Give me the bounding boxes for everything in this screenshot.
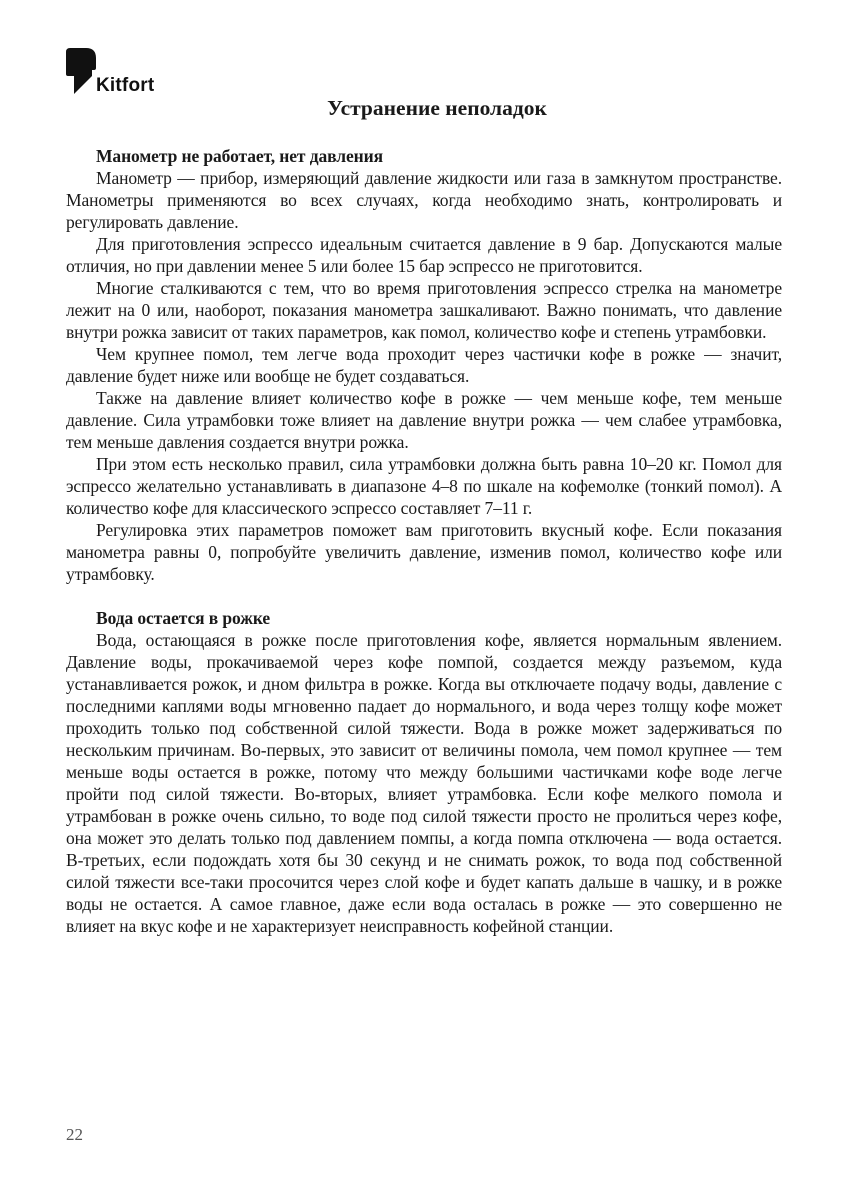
brand-name: Kitfort <box>96 75 155 96</box>
document-body <box>66 145 782 937</box>
paragraph: Многие сталкиваются с тем, что во время приготовления эспрессо стрелка на манометре лежит на 0 или, наоборот, показания манометра зашкаливают. Важно понимать, что давление внутри рожка зависит от таких параметров, как помол, количество кофе и степень утрамбовки. <box>66 278 782 342</box>
section-water-in-portafilter <box>66 607 782 937</box>
page-number: 22 <box>66 1125 83 1144</box>
section-heading: Вода остается в рожке <box>96 608 271 628</box>
paragraph: Вода, остающаяся в рожке после приготовления кофе, является нормальным явлением. Давление воды, прокачиваемой через кофе помпой, создается между разъемом, куда устанавливается рожок, и дном фильтра в рожке. Когда вы отключаете подачу воды, давление с последними каплями воды мгновенно падает до нормального, и вода через толщу кофе может проходить только под собственной силой тяжести. Вода в рожке может задерживаться по нескольким причинам. Во-первых, это зависит от величины помола, чем помол крупнее — тем меньше воды остается в рожке, потому что между большими частичками кофе воде легче пройти под силой тяжести. Во-вторых, влияет утрамбовка. Если кофе мелкого помола и утрамбован в рожке очень сильно, то воде под силой тяжести просто не пролиться через кофе, она может это делать только под давлением помпы, а когда помпа отключена — вода остается. В-третьих, если подождать хотя бы 30 секунд и не снимать рожок, то вода под собственной силой тяжести все-таки просочится через слой кофе и будет капать дальше в чашку, и в рожке воды не остается. А самое главное, даже если вода осталась в рожке — это совершенно не влияет на вкус кофе и не характеризует неисправность кофейной станции. <box>66 630 782 936</box>
section-heading: Манометр не работает, нет давления <box>96 146 383 166</box>
paragraph: Манометр — прибор, измеряющий давление жидкости или газа в замкнутом пространстве. Манометры применяются во всех случаях, когда необходимо знать, контролировать и регулировать давление. <box>66 168 782 232</box>
paragraph: Регулировка этих параметров поможет вам приготовить вкусный кофе. Если показания манометра равны 0, попробуйте увеличить давление, изменив помол, количество кофе или утрамбовку. <box>66 520 782 584</box>
paragraph: Также на давление влияет количество кофе в рожке — чем меньше кофе, тем меньше давление. Сила утрамбовки тоже влияет на давление внутри рожка — чем слабее утрамбовка, тем меньше давления создается внутри рожка. <box>66 388 782 452</box>
kitfort-logo-icon <box>66 48 98 94</box>
paragraph: Чем крупнее помол, тем легче вода проходит через частички кофе в рожке — значит, давление будет ниже или вообще не будет создаваться. <box>66 344 782 386</box>
page-title: Устранение неполадок <box>327 96 547 120</box>
brand-logo <box>66 48 176 96</box>
section-divider-space <box>66 585 782 607</box>
section-pressure-gauge <box>66 145 782 585</box>
paragraph: При этом есть несколько правил, сила утрамбовки должна быть равна 10–20 кг. Помол для эспрессо желательно устанавливать в диапазоне 4–8 по шкале на кофемолке (тонкий помол). А количество кофе для классического эспрессо составляет 7–11 г. <box>66 454 782 518</box>
paragraph: Для приготовления эспрессо идеальным считается давление в 9 бар. Допускаются малые отличия, но при давлении менее 5 или более 15 бар эспрессо не приготовится. <box>66 234 782 276</box>
